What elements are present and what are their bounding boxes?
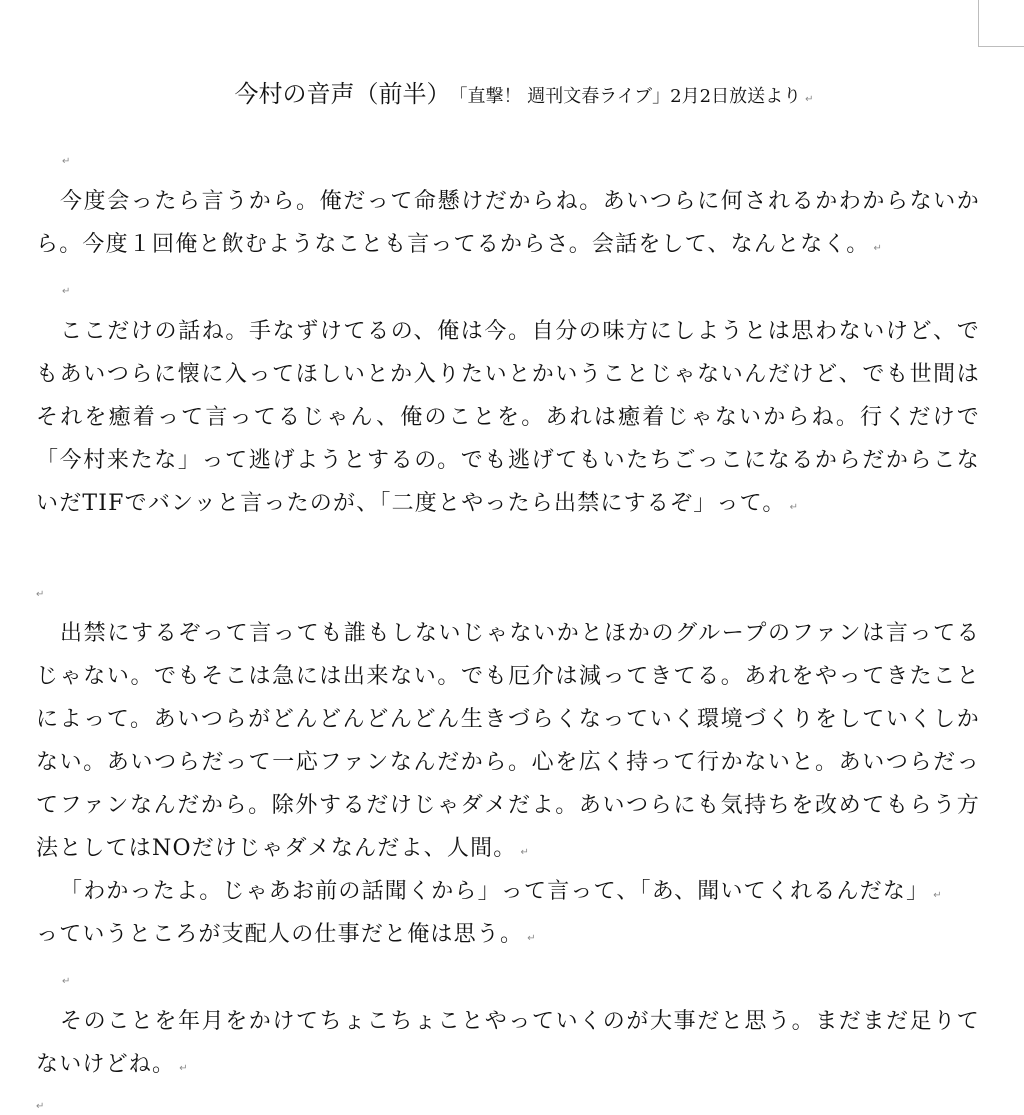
empty-paragraph-mark-icon: ↵ [62, 976, 71, 987]
paragraph-4 [36, 870, 980, 917]
paragraph-3 [36, 612, 980, 874]
title-subtitle: 「直撃！ 週刊文春ライブ」2月2日放送より [458, 86, 802, 107]
paragraph-5-text: っていうところが支配人の仕事だと俺は思う。 [36, 922, 524, 947]
paragraph-6-text: そのことを年月をかけてちょこちょことやっていくのが大事だと思う。まだまだ足りてないけどね。 [36, 1009, 980, 1077]
empty-paragraph-mark-icon: ↵ [62, 286, 71, 297]
paragraph-1 [36, 180, 980, 270]
paragraph-1-text: 今度会ったら言うから。俺だって命懸けだからね。あいつらに何されるかわからないから。今度１回俺と飲むようなことも言ってるからさ。会話をして、なんとなく。 [36, 189, 980, 257]
paragraph-mark-icon: ↵ [805, 94, 814, 105]
paragraph-mark-icon: ↵ [873, 243, 882, 254]
paragraph-mark-icon: ↵ [527, 933, 536, 944]
paragraph-2 [36, 310, 980, 529]
empty-paragraph-mark-icon: ↵ [36, 1101, 45, 1112]
document-title [0, 74, 1024, 120]
paragraph-4-text: 「わかったよ。じゃあお前の話聞くから」って言って、「あ、聞いてくれるんだな」 [60, 879, 930, 904]
paragraph-mark-icon: ↵ [179, 1063, 188, 1074]
title-main: 今村の音声（前半） [234, 80, 451, 108]
paragraph-2-text: ここだけの話ね。手なずけてるの、俺は今。自分の味方にしようとは思わないけど、でもあいつらに懐に入ってほしいとか入りたいとかいうことじゃないんだけど、でも世間はそれを癒着って言ってるじゃん、俺のことを。あれは癒着じゃないからね。行くだけで「今村来たな」って逃げようとするの。でも逃げてもいたちごっこになるからだからこないだTIFでバンッと言ったのが、「二度とやったら出禁にするぞ」って。 [36, 319, 980, 516]
empty-paragraph-mark-icon: ↵ [36, 589, 45, 600]
paragraph-mark-icon: ↵ [933, 890, 942, 901]
empty-paragraph-mark-icon: ↵ [62, 156, 71, 167]
paragraph-3-text: 出禁にするぞって言っても誰もしないじゃないかとほかのグループのファンは言ってるじゃない。でもそこは急には出来ない。でも厄介は減ってきてる。あれをやってきたことによって。あいつらがどんどんどんどん生きづらくなっていく環境づくりをしていくしかない。あいつらだって一応ファンなんだから。心を広く持って行かないと。あいつらだってファンなんだから。除外するだけじゃダメだよ。あいつらにも気持ちを改めてもらう方法としてはNOだけじゃダメなんだよ、人間。 [36, 621, 980, 861]
paragraph-5 [36, 913, 980, 960]
page-corner-mark [978, 0, 1024, 47]
paragraph-mark-icon: ↵ [789, 502, 798, 513]
paragraph-mark-icon: ↵ [520, 847, 529, 858]
paragraph-6 [36, 1000, 980, 1090]
